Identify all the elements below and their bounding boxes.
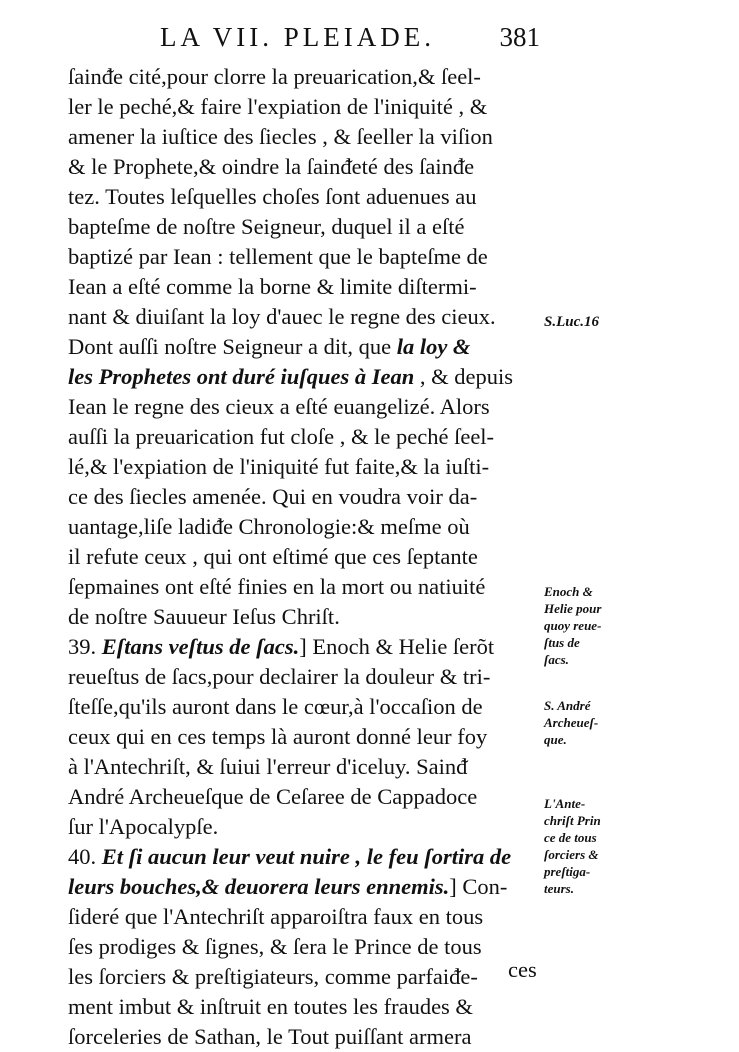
margin-note xyxy=(544,697,734,748)
text-run: ſes prodiges & ſignes, & ſera le Prince de tous xyxy=(68,934,482,959)
text-line xyxy=(68,302,540,332)
text-line xyxy=(68,152,540,182)
text-run: 40. xyxy=(68,844,102,869)
margin-note-line: ſorciers & xyxy=(544,847,599,862)
text-line xyxy=(68,812,540,842)
text-line xyxy=(68,92,540,122)
text-run: Dont auſſi noſtre Seigneur a dit, que xyxy=(68,334,397,359)
margin-note-line: que. xyxy=(544,732,567,747)
catchword: ces xyxy=(508,957,537,982)
text-run: ſideré que l'Antechriſt apparoiſtra faux en tous xyxy=(68,904,484,929)
text-run: 39. xyxy=(68,634,102,659)
text-line xyxy=(68,632,540,662)
text-run: ce des ſiecles amenée. Qui en voudra voir da- xyxy=(68,484,478,509)
margin-note-line: ſacs. xyxy=(544,652,569,667)
margin-note-line: teurs. xyxy=(544,881,574,896)
text-run: ſepmaines ont eſté finies en la mort ou natiuité xyxy=(68,574,486,599)
text-line xyxy=(68,512,540,542)
italic-quotation: leurs bouches,& deuorera leurs ennemis. xyxy=(68,874,450,899)
text-line xyxy=(68,542,540,572)
text-line xyxy=(68,902,540,932)
text-line xyxy=(68,1022,540,1052)
text-line xyxy=(68,242,540,272)
italic-quotation: les Prophetes ont duré iuſques à Iean xyxy=(68,364,415,389)
margin-note-line: ſtus de xyxy=(544,635,580,650)
text-run: il refute ceux , qui ont eſtimé que ces ſeptante xyxy=(68,544,478,569)
page-header xyxy=(160,22,540,62)
text-line xyxy=(68,122,540,152)
text-run: ſainᵭe cité,pour clorre la preuarication,& ſeel- xyxy=(68,64,481,89)
text-run: baptizé par Iean : tellement que le bapteſme de xyxy=(68,244,488,269)
margin-note xyxy=(544,307,734,337)
text-line xyxy=(68,992,540,1022)
text-line xyxy=(68,422,540,452)
text-line xyxy=(68,932,540,962)
text-run: ] Enoch & Helie ſerõt xyxy=(299,634,495,659)
text-line xyxy=(68,842,540,872)
italic-quotation: Eſtans veſtus de ſacs. xyxy=(101,634,300,659)
text-line xyxy=(68,362,540,392)
text-run: Iean a eſté comme la borne & limite diſtermi- xyxy=(68,274,477,299)
text-line xyxy=(68,452,540,482)
margin-note-line: quoy reue- xyxy=(544,618,602,633)
margin-note-line: L'Ante- xyxy=(544,796,586,811)
text-line xyxy=(68,482,540,512)
text-run: ceux qui en ces temps là auront donné leur foy xyxy=(68,724,488,749)
text-line xyxy=(68,752,540,782)
margin-note xyxy=(544,583,734,668)
text-line xyxy=(68,722,540,752)
text-run: uantage,liſe ladiᵭe Chronologie:& meſme où xyxy=(68,514,470,539)
margin-note-line: Archeueſ- xyxy=(544,715,599,730)
italic-quotation: Et ſi aucun leur veut nuire , le feu ſortira de xyxy=(101,844,512,869)
text-run: ment imbut & inſtruit en toutes les fraudes & xyxy=(68,994,473,1019)
margin-note-line: S. André xyxy=(544,698,591,713)
margin-note-line: ce de tous xyxy=(544,830,597,845)
text-run: auſſi la preuarication fut cloſe , & le peché ſeel- xyxy=(68,424,495,449)
text-run: reueſtus de ſacs,pour declairer la douleur & tri- xyxy=(68,664,491,689)
text-run: , & depuis xyxy=(414,364,514,389)
text-run: nant & diuiſant la loy d'auec le regne des cieux. xyxy=(68,304,496,329)
text-run: tez. Toutes leſquelles choſes ſont aduenues au xyxy=(68,184,477,209)
text-run: à l'Antechriſt, & ſuiui l'erreur d'iceluy. Sainᵭ xyxy=(68,754,468,779)
text-run: ſur l'Apocalypſe. xyxy=(68,814,219,839)
text-run: lé,& l'expiation de l'iniquité fut faite,& la iuſti- xyxy=(68,454,490,479)
text-run: Iean le regne des cieux a eſté euangelizé. Alors xyxy=(68,394,490,419)
text-run: les ſorciers & preſtigiateurs, comme parfaiᵭe- xyxy=(68,964,478,989)
text-line xyxy=(68,332,540,362)
text-run: André Archeueſque de Ceſaree de Cappadoce xyxy=(68,784,478,809)
text-run: ] Con- xyxy=(449,874,508,899)
text-line xyxy=(68,182,540,212)
italic-quotation: la loy & xyxy=(396,334,471,359)
text-line xyxy=(68,572,540,602)
margin-note-line: preſtiga- xyxy=(544,864,591,879)
margin-note xyxy=(544,795,734,897)
text-line xyxy=(68,62,540,92)
text-run: ler le peché,& faire l'expiation de l'iniquité , & xyxy=(68,94,488,119)
text-line xyxy=(68,212,540,242)
running-title: LA VII. PLEIADE. xyxy=(160,22,435,52)
text-run: de noſtre Sauueur Ieſus Chriſt. xyxy=(68,604,340,629)
text-line xyxy=(68,602,540,632)
text-run: ſorceleries de Sathan, le Tout puiſſant armera xyxy=(68,1024,472,1049)
text-run: amener la iuſtice des ſiecles , & ſeeller la viſion xyxy=(68,124,493,149)
margin-note-line: S.Luc.16 xyxy=(544,314,600,330)
margin-note-line: Enoch & xyxy=(544,584,593,599)
margin-note-line: Helie pour xyxy=(544,601,602,616)
text-line xyxy=(68,872,540,902)
text-line xyxy=(68,962,540,992)
text-run: ſteſſe,qu'ils auront dans le cœur,à l'occaſion de xyxy=(68,694,483,719)
text-line xyxy=(68,782,540,812)
text-line xyxy=(68,392,540,422)
text-line xyxy=(68,692,540,722)
text-run: bapteſme de noſtre Seigneur, duquel il a eſté xyxy=(68,214,465,239)
page-number: 381 xyxy=(499,22,540,52)
text-line xyxy=(68,272,540,302)
margin-note-line: chriſt Prin xyxy=(544,813,601,828)
text-line xyxy=(68,662,540,692)
text-run: & le Prophete,& oindre la ſainᵭeté des ſainᵭe xyxy=(68,154,475,179)
